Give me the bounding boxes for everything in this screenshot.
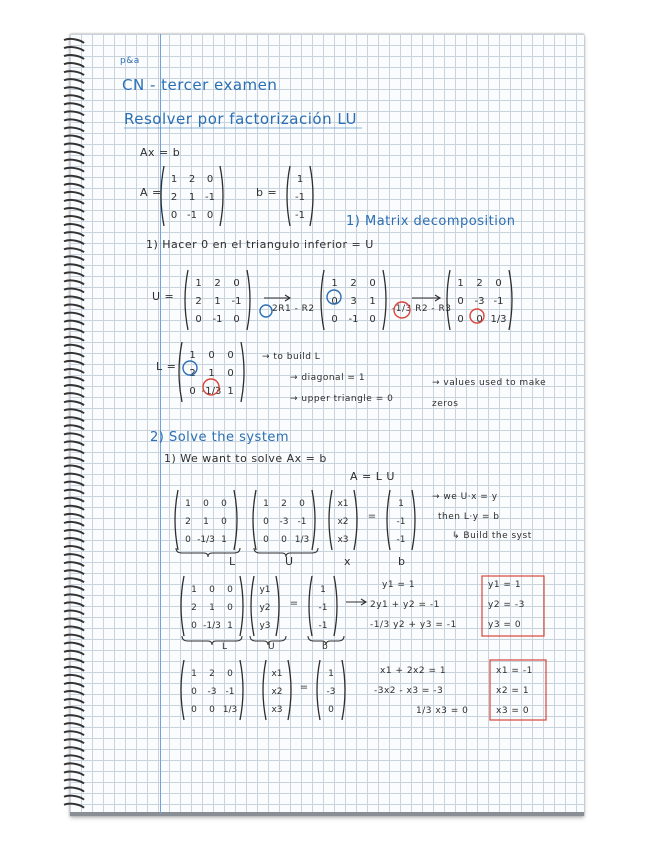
- row1-u-cell-1-1: -3: [279, 516, 289, 527]
- matrix-u-step1-cell-1-1: 1: [214, 295, 221, 307]
- row2-y-cell-2-0: y3: [259, 620, 271, 631]
- u-label: U =: [152, 290, 175, 303]
- row3-y-right-bracket: [342, 660, 345, 720]
- row2-l-left-bracket: [181, 576, 184, 636]
- row3-u-cell-0-2: 0: [227, 668, 233, 679]
- row3-u-cell-0-1: 2: [209, 668, 215, 679]
- row1-u-cell-0-2: 0: [299, 498, 305, 509]
- row3-u-right-bracket: [240, 660, 243, 720]
- row3-x-cell-1-0: x2: [271, 686, 283, 697]
- matrix-u-step1-left-bracket: [185, 270, 188, 330]
- matrix-a-cell-2-1: -1: [187, 209, 197, 221]
- vector-b-cell-1-0: -1: [295, 191, 305, 203]
- matrix-u-step3-cell-0-2: 0: [495, 277, 502, 289]
- label-u-2: U: [268, 642, 276, 652]
- row1-b-left-bracket: [387, 490, 390, 550]
- row1-u-cell-0-1: 2: [281, 498, 287, 509]
- row3-u-cell-2-0: 0: [191, 704, 197, 715]
- matrix-u-step1-cell-2-0: 0: [195, 313, 202, 325]
- matrix-a-cell-0-1: 2: [188, 173, 196, 185]
- row3-y-left-bracket: [317, 660, 320, 720]
- result-x1: x1 = -1: [496, 666, 533, 676]
- row1-equals: =: [367, 511, 377, 522]
- row3-u-cell-2-2: 1/3: [222, 704, 238, 715]
- op-r2-r3: -1/3 R2 - R3: [392, 304, 452, 314]
- matrix-l-cell-2-0: 0: [189, 385, 196, 397]
- matrix-a-cell-1-1: 1: [188, 191, 196, 203]
- label-u-1: U: [285, 555, 294, 568]
- row1-u-right-bracket: [312, 490, 315, 550]
- matrix-u-step1-cell-1-2: -1: [231, 295, 242, 307]
- l-label: L =: [156, 360, 177, 373]
- row1-l-cell-0-2: 0: [221, 498, 227, 509]
- row2-b-cell-2-0: -1: [318, 620, 328, 631]
- row2-result-box: [482, 576, 544, 636]
- matrix-a-cell-2-2: 0: [206, 209, 214, 221]
- row1-l-cell-1-1: 1: [203, 516, 209, 527]
- row2-l-cell-1-2: 0: [227, 602, 233, 613]
- section2-title: 2) Solve the system: [150, 430, 290, 445]
- matrix-u-step3-cell-1-0: 0: [457, 295, 464, 307]
- row3-x-right-bracket: [288, 660, 291, 720]
- result-x3: x3 = 0: [496, 706, 530, 716]
- section2-step: 1) We want to solve Ax = b: [164, 452, 327, 465]
- row1-u-cell-0-0: 1: [263, 498, 269, 509]
- eq2-line1: y1 = 1: [382, 580, 416, 590]
- matrix-u-step1-cell-0-0: 1: [195, 277, 202, 289]
- matrix-a-cell-1-0: 2: [170, 191, 178, 203]
- note-ux-y: → we U·x = y: [432, 492, 498, 502]
- matrix-l-left-bracket: [179, 342, 182, 402]
- label-l-2: L: [222, 642, 228, 652]
- row1-l-cell-2-1: -1/3: [197, 534, 215, 545]
- matrix-l-cell-2-2: 1: [227, 385, 234, 397]
- note-values: → values used to make zeros: [432, 378, 547, 409]
- row2-b-brace: [308, 636, 344, 645]
- a-equals-lu: A = L U: [350, 470, 395, 483]
- row2-b-cell-1-0: -1: [318, 602, 328, 613]
- row1-x-cell-1-0: x2: [337, 516, 349, 527]
- row1-l-cell-0-1: 0: [203, 498, 209, 509]
- matrix-u-step3-cell-0-1: 2: [476, 277, 483, 289]
- header-mark: p&a: [120, 56, 140, 66]
- row2-y-brace: [250, 636, 286, 645]
- op-2r1-r2: 2R1 - R2: [272, 304, 315, 314]
- row1-l-right-bracket: [234, 490, 237, 550]
- matrix-u-step3-cell-2-1: 0: [476, 313, 483, 325]
- section1-title: 1) Matrix decomposition: [346, 214, 516, 229]
- row1-b-cell-1-0: -1: [396, 516, 406, 527]
- row1-l-brace: [176, 548, 240, 557]
- result-y1: y1 = 1: [488, 580, 522, 590]
- note-build-syst: ↳ Build the syst: [452, 531, 532, 541]
- row2-y-cell-1-0: y2: [259, 602, 271, 613]
- matrix-u-step3-cell-2-2: 1/3: [490, 313, 507, 325]
- row1-x-cell-0-0: x1: [337, 498, 349, 509]
- result-y3: y3 = 0: [488, 620, 522, 630]
- matrix-u-step2-left-bracket: [321, 270, 324, 330]
- label-b-2: b: [322, 642, 329, 652]
- matrix-u-step3-cell-0-0: 1: [457, 277, 464, 289]
- matrix-u-step3-left-bracket: [447, 270, 450, 330]
- row1-l-cell-1-0: 2: [185, 516, 191, 527]
- note-diagonal: → diagonal = 1: [290, 373, 366, 383]
- row1-l-left-bracket: [175, 490, 178, 550]
- row1-b-cell-0-0: 1: [398, 498, 404, 509]
- row1-u-left-bracket: [253, 490, 256, 550]
- matrix-a-cell-2-0: 0: [170, 209, 178, 221]
- row1-x-right-bracket: [354, 490, 357, 550]
- row3-u-cell-0-0: 1: [191, 668, 197, 679]
- matrix-a-cell-1-2: -1: [205, 191, 215, 203]
- matrix-l-cell-1-2: 0: [227, 367, 234, 379]
- matrix-u-step2-cell-0-2: 0: [369, 277, 376, 289]
- matrix-u-step3-cell-2-0: 0: [457, 313, 464, 325]
- matrix-u-step2-cell-1-2: 1: [369, 295, 376, 307]
- row1-u-cell-2-0: 0: [263, 534, 269, 545]
- matrix-u-step1-cell-1-0: 2: [195, 295, 202, 307]
- page-title: CN - tercer examen: [122, 76, 278, 94]
- matrix-l-cell-0-2: 0: [227, 349, 234, 361]
- row1-l-cell-0-0: 1: [185, 498, 191, 509]
- row3-y-cell-0-0: 1: [328, 668, 334, 679]
- vector-b-cell-0-0: 1: [296, 173, 304, 185]
- matrix-u-step3-cell-1-2: -1: [493, 295, 504, 307]
- matrix-l-cell-0-0: 1: [189, 349, 196, 361]
- row2-l-cell-0-1: 0: [209, 584, 215, 595]
- row1-l-cell-1-2: 0: [221, 516, 227, 527]
- row3-x-left-bracket: [263, 660, 266, 720]
- row3-u-cell-1-0: 0: [191, 686, 197, 697]
- circle-neg-third: [394, 302, 410, 318]
- matrix-u-step3-right-bracket: [509, 270, 512, 330]
- matrix-u-step1-right-bracket: [247, 270, 250, 330]
- row1-u-cell-2-1: 0: [281, 534, 287, 545]
- matrix-u-step2-cell-2-0: 0: [331, 313, 338, 325]
- row2-y-right-bracket: [276, 576, 279, 636]
- matrix-u-step1-cell-0-2: 0: [233, 277, 240, 289]
- matrix-u-step1-cell-2-1: -1: [212, 313, 223, 325]
- row2-l-cell-2-0: 0: [191, 620, 197, 631]
- row1-l-cell-2-0: 0: [185, 534, 191, 545]
- row3-x-cell-2-0: x3: [271, 704, 283, 715]
- matrix-a-cell-0-0: 1: [170, 173, 178, 185]
- matrix-u-step1-cell-0-1: 2: [214, 277, 221, 289]
- matrix-l-cell-0-1: 0: [208, 349, 215, 361]
- row1-l-cell-2-2: 1: [221, 534, 227, 545]
- matrix-u-step2-cell-2-2: 0: [369, 313, 376, 325]
- row1-u-cell-1-0: 0: [263, 516, 269, 527]
- row2-equals: =: [289, 598, 299, 609]
- row3-u-left-bracket: [181, 660, 184, 720]
- equation-ax-b: Ax = b: [140, 146, 181, 159]
- row3-x-cell-0-0: x1: [271, 668, 283, 679]
- eq3-line3: 1/3 x3 = 0: [416, 706, 469, 716]
- label-b-1: b: [398, 555, 406, 568]
- matrix-u-step2-cell-1-0: 0: [331, 295, 338, 307]
- row1-b-right-bracket: [412, 490, 415, 550]
- b-label: b =: [256, 186, 278, 199]
- page-subtitle: Resolver por factorización LU: [124, 110, 357, 128]
- vector-b-left-bracket: [287, 166, 290, 226]
- result-x2: x2 = 1: [496, 686, 530, 696]
- row2-l-cell-1-1: 1: [209, 602, 215, 613]
- matrix-u-step2-cell-0-1: 2: [350, 277, 357, 289]
- note-upper: → upper triangle = 0: [290, 394, 394, 404]
- row2-b-cell-0-0: 1: [320, 584, 326, 595]
- row2-b-right-bracket: [334, 576, 337, 636]
- eq3-line1: x1 + 2x2 = 1: [380, 666, 447, 676]
- row3-y-cell-2-0: 0: [328, 704, 334, 715]
- row1-u-cell-2-2: 1/3: [294, 534, 310, 545]
- label-x-1: x: [344, 555, 352, 568]
- matrix-l-cell-1-0: 2: [189, 367, 196, 379]
- row3-y-cell-1-0: -3: [326, 686, 336, 697]
- row2-b-left-bracket: [309, 576, 312, 636]
- row2-l-cell-2-1: -1/3: [203, 620, 221, 631]
- matrix-u-step3-cell-1-1: -3: [474, 295, 485, 307]
- row1-x-cell-2-0: x3: [337, 534, 349, 545]
- row3-result-box: [490, 660, 546, 720]
- note-build-l: → to build L: [262, 352, 321, 362]
- circle-2-pivot: [260, 305, 272, 317]
- label-l-1: L: [229, 555, 236, 568]
- row3-u-cell-1-2: -1: [225, 686, 235, 697]
- eq3-line2: -3x2 - x3 = -3: [374, 686, 444, 696]
- eq2-line2: 2y1 + y2 = -1: [370, 600, 440, 610]
- vector-b-cell-2-0: -1: [295, 209, 305, 221]
- eq2-line3: -1/3 y2 + y3 = -1: [370, 620, 457, 630]
- row3-u-cell-1-1: -3: [207, 686, 217, 697]
- row1-x-left-bracket: [329, 490, 332, 550]
- row1-b-cell-2-0: -1: [396, 534, 406, 545]
- row2-y-cell-0-0: y1: [259, 584, 271, 595]
- matrix-a-right-bracket: [220, 166, 223, 226]
- matrix-l-cell-2-1: -1/3: [201, 385, 222, 397]
- row3-u-cell-2-1: 0: [209, 704, 215, 715]
- matrix-u-step2-cell-1-1: 3: [350, 295, 357, 307]
- row1-u-cell-1-2: -1: [297, 516, 307, 527]
- row2-l-cell-0-0: 1: [191, 584, 197, 595]
- note-ly-b: then L·y = b: [438, 512, 500, 522]
- matrix-u-step2-cell-0-0: 1: [331, 277, 338, 289]
- a-label: A =: [140, 186, 162, 199]
- row2-y-left-bracket: [251, 576, 254, 636]
- matrix-u-step1-cell-2-2: 0: [233, 313, 240, 325]
- matrix-l-right-bracket: [241, 342, 244, 402]
- matrix-l-cell-1-1: 1: [208, 367, 215, 379]
- matrix-a-left-bracket: [161, 166, 164, 226]
- matrix-a-cell-0-2: 0: [206, 173, 214, 185]
- row2-l-cell-0-2: 0: [227, 584, 233, 595]
- matrix-u-step2-cell-2-1: -1: [348, 313, 359, 325]
- vector-b-right-bracket: [310, 166, 313, 226]
- section1-step: 1) Hacer 0 en el triangulo inferior = U: [146, 238, 374, 251]
- matrix-u-step2-right-bracket: [383, 270, 386, 330]
- row2-l-cell-1-0: 2: [191, 602, 197, 613]
- row2-l-right-bracket: [240, 576, 243, 636]
- row3-equals: =: [299, 682, 309, 693]
- row1-u-brace: [254, 548, 318, 557]
- row2-l-cell-2-2: 1: [227, 620, 233, 631]
- row2-l-brace: [182, 636, 242, 645]
- result-y2: y2 = -3: [488, 600, 525, 610]
